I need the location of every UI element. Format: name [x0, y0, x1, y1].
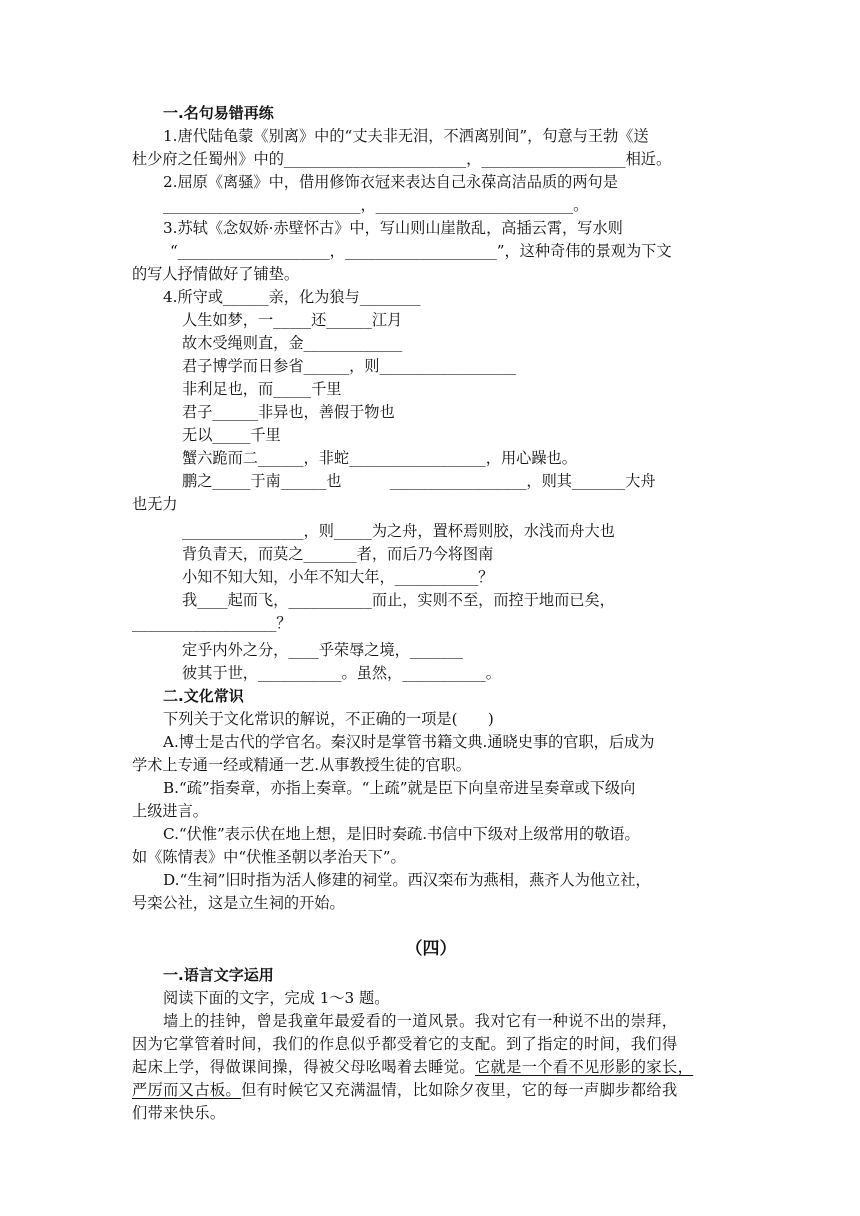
- option-a-line-2: 学术上专通一经或精通一艺.从事教授生徒的官职。: [132, 756, 471, 774]
- question-1-line-2: 杜少府之任蜀州》中的________________________，___________________相近。: [132, 150, 672, 168]
- option-c-line-2: 如《陈情表》中“伏惟圣朝以孝治天下”。: [132, 848, 406, 866]
- question-3-line-3: 的写人抒情做好了铺垫。: [132, 265, 300, 283]
- question-4-item: 君子博学而日参省______，则__________________: [182, 357, 517, 375]
- question-4-item: ________________，则_____为之舟，置杯焉则胶，水浅而舟大也: [182, 522, 615, 540]
- underlined-sentence: 它就是一个看不见形影的家长，: [474, 1058, 694, 1076]
- question-4-item: 君子______非异也，善假于物也: [182, 403, 395, 421]
- question-4-item: 我____起而飞，___________而止，实则不至，而控于地而已矣，: [182, 591, 615, 609]
- question-4-item: 小知不知大知，小年不知大年，___________？: [182, 568, 494, 586]
- question-4-item: 故木受绳则直，金_____________: [182, 334, 403, 352]
- passage-text: 起床上学，得做课间操，得被父母吆喝着去睡觉。: [132, 1058, 475, 1076]
- question-1-line-1: 1.唐代陆龟蒙《别离》中的“丈夫非无泪，不洒离别间”，句意与王勃《送: [163, 127, 649, 145]
- passage-line: [132, 1056, 730, 1079]
- question-4-item: 定乎内外之分，____乎荣辱之境，_______: [182, 641, 463, 659]
- reading-instructions: 阅读下面的文字，完成 1～3 题。: [163, 989, 390, 1007]
- section-heading-language-use: 一.语言文字运用: [163, 966, 274, 984]
- question-3-line-1: 3.苏轼《念奴娇·赤壁怀古》中，写山则山崖散乱，高插云霄，写水则: [163, 219, 623, 237]
- option-b-line-2: 上级进言。: [132, 802, 208, 820]
- section-heading-famous-sentences: 一.名句易错再练: [163, 104, 274, 122]
- option-d-line-2: 号栾公社，这是立生祠的开始。: [132, 894, 345, 912]
- question-4-item: 背负青天，而莫之_______者，而后乃今将图南: [182, 545, 494, 563]
- question-4-item: 彼其于世，___________。虽然，___________。: [182, 664, 501, 682]
- question-4-item: 非利足也，而_____千里: [182, 380, 342, 398]
- question-4-item: 4.所守或______亲，化为狼与________: [163, 288, 421, 306]
- question-4-item-wrap: ___________________？: [132, 614, 292, 632]
- part-title: （四）: [405, 939, 457, 959]
- question-3-line-2: “____________________，____________________”，这种奇伟的景观为下文: [170, 242, 672, 260]
- section-heading-culture: 二.文化常识: [163, 687, 244, 705]
- passage-line: 墙上的挂钟，曾是我童年最爱看的一道风景。我对它有一种说不出的崇拜，: [163, 1012, 678, 1030]
- question-4-item-wrap: 也无力: [132, 495, 178, 513]
- question-4-item: 鹏之_____于南______也 __________________，则其_______大舟: [182, 472, 656, 490]
- option-c-line-1: C.“伏惟”表示伏在地上想，是旧时奏疏.书信中下级对上级常用的敬语。: [163, 825, 640, 843]
- question-4-item: 人生如梦，一_____还______江月: [182, 311, 403, 329]
- question-4-item: 蟹六跪而二______，非蛇__________________，用心躁也。: [182, 449, 577, 467]
- option-b-line-1: B.“疏”指奏章，亦指上奏章。“上疏”就是臣下向皇帝进呈奏章或下级向: [163, 779, 636, 797]
- option-a-line-1: A.博士是古代的学官名。秦汉时是掌管书籍文典.通晓史事的官职，后成为: [163, 733, 655, 751]
- passage-line: 们带来快乐。: [132, 1104, 226, 1122]
- option-d-line-1: D.“生祠”旧时指为活人修建的祠堂。西汉栾布为燕相，燕齐人为他立社，: [163, 871, 651, 889]
- passage-line: 因为它掌管着时间，我们的作息似乎都受着它的支配。到了指定的时间，我们得: [132, 1035, 678, 1053]
- question-2-line-2: __________________________，__________________________。: [163, 196, 589, 214]
- question-4-item: 无以_____千里: [182, 426, 281, 444]
- document-page: [132, 102, 730, 1125]
- question-2-line-1: 2.屈原《离骚》中，借用修饰衣冠来表达自己永葆高洁品质的两句是: [163, 173, 618, 191]
- underlined-sentence: 严厉而又古板。: [132, 1081, 242, 1099]
- culture-question-stem: 下列关于文化常识的解说，不正确的一项是( ): [163, 710, 494, 728]
- passage-text: 但有时候它又充满温情，比如除夕夜里，它的每一声脚步都给我: [241, 1081, 678, 1099]
- passage-line: [132, 1079, 730, 1102]
